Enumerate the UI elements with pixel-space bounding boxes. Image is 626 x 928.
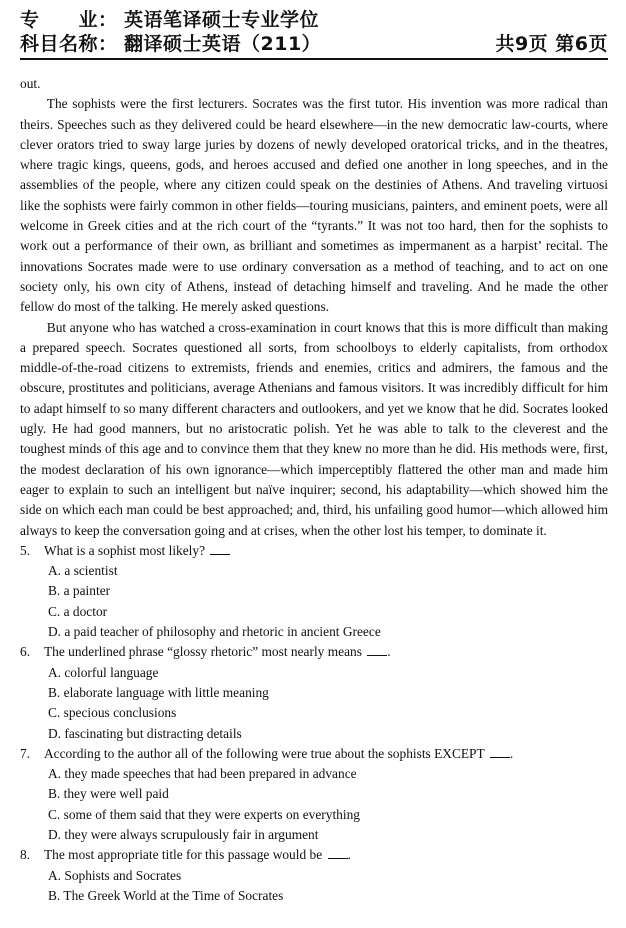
question-6 [20, 642, 608, 743]
option-d: D. fascinating but distracting details [48, 725, 242, 741]
question-list [20, 541, 608, 906]
subject-row [20, 32, 608, 60]
option-d: D. they were always scrupulously fair in argument [48, 826, 319, 842]
page-header [20, 8, 608, 60]
subject-label: 科目名称： [20, 33, 118, 55]
reading-passage [20, 74, 608, 541]
answer-blank [328, 846, 348, 859]
passage-paragraph-2: But anyone who has watched a cross-examination in court knows that this is more difficult than making a prepared speech. Socrates questioned all sorts, from schoolboys to elderly capitalists, from orthodox middle-of-the-road citizens to extremists, friends and enemies, critics and admirers, the famous and the obscure, prostitutes and politicians, average Athenians and famous visitors. It was incredibly difficult for him to adapt himself to so many different characters and outlookers, and yet we know that he did. Socrates looked ugly. He had good manners, but no aristocratic polish. Yet he was able to talk to the cleverest and the toughest minds of this age and to convince them that they knew no more than he did. His methods were, first, the modest declaration of his own ignorance—which imperceptibly flattered the other man and made him eager to explain to such an intelligent but naïve inquirer; second, his adaptability—which showed him the side on which each man could be best approached; and, third, his unfailing good humor—which allowed him always to keep the conversation going and at crises, when the other lost his temper, to dominate it. [20, 319, 608, 538]
answer-blank [367, 643, 387, 656]
question-text: The underlined phrase “glossy rhetoric” most nearly means . [44, 644, 391, 660]
question-5 [20, 541, 608, 642]
question-text: The most appropriate title for this passage would be . [44, 847, 351, 863]
option-b: B. The Greek World at the Time of Socrates [48, 887, 284, 903]
option-a: A. they made speeches that had been prepared in advance [48, 766, 357, 782]
major-row [20, 8, 608, 32]
option-a: A. a scientist [48, 563, 118, 579]
option-c: C. a doctor [48, 603, 108, 619]
option-b: B. a painter [48, 583, 111, 599]
question-number: 8. [20, 847, 31, 863]
page-info: 共9页 第6页 [495, 33, 608, 55]
option-a: A. colorful language [48, 664, 159, 680]
question-text: What is a sophist most likely? [44, 541, 230, 561]
option-b: B. elaborate language with little meaning [48, 684, 269, 700]
passage-continuation: out. [20, 76, 41, 91]
subject-value: 翻译硕士英语（211） [124, 33, 322, 55]
question-7 [20, 744, 608, 845]
question-8 [20, 845, 608, 906]
option-c: C. some of them said that they were experts on everything [48, 806, 360, 822]
major-label: 专 业： [20, 9, 118, 31]
option-d: D. a paid teacher of philosophy and rhetoric in ancient Greece [48, 624, 381, 640]
question-number: 6. [20, 644, 31, 660]
answer-blank [490, 745, 510, 758]
major-value: 英语笔译硕士专业学位 [124, 9, 320, 31]
answer-blank [210, 542, 230, 555]
question-number: 5. [20, 542, 31, 558]
option-a: A. Sophists and Socrates [48, 867, 182, 883]
passage-paragraph-1: The sophists were the first lecturers. Socrates was the first tutor. His invention was more radical than theirs. Speeches such as they delivered could be heard elsewhere—in the new democratic law-courts, where clever orators tried to sway large juries by dozens of newly developed oratorical tricks, and in the theatres, where tragic kings, queens, gods, and heroes accused and defied one another in long speeches, and in the assemblies of the people, where any citizen could speak on the destinies of Athens. And traveling virtuosi like the sophists were fairly common in other fields—touring musicians, painters, and eminent poets, were all welcome in Greek cities and at the rich court of the “tyrants.” It was not too hard, then for the sophists to work out a performance of their own, as brilliant and sometimes as impermanent as a harpist’ recital. The innovations Socrates made were to use ordinary conversation as a method of teaching, and to act on one society only, his own city of Athens, instead of detaching himself and traveling. And he made the other fellow do most of the talking. He merely asked questions. [20, 96, 608, 315]
question-text: According to the author all of the following were true about the sophists EXCEPT . [44, 745, 514, 761]
option-c: C. specious conclusions [48, 705, 177, 721]
question-number: 7. [20, 745, 31, 761]
option-b: B. they were well paid [48, 786, 169, 802]
